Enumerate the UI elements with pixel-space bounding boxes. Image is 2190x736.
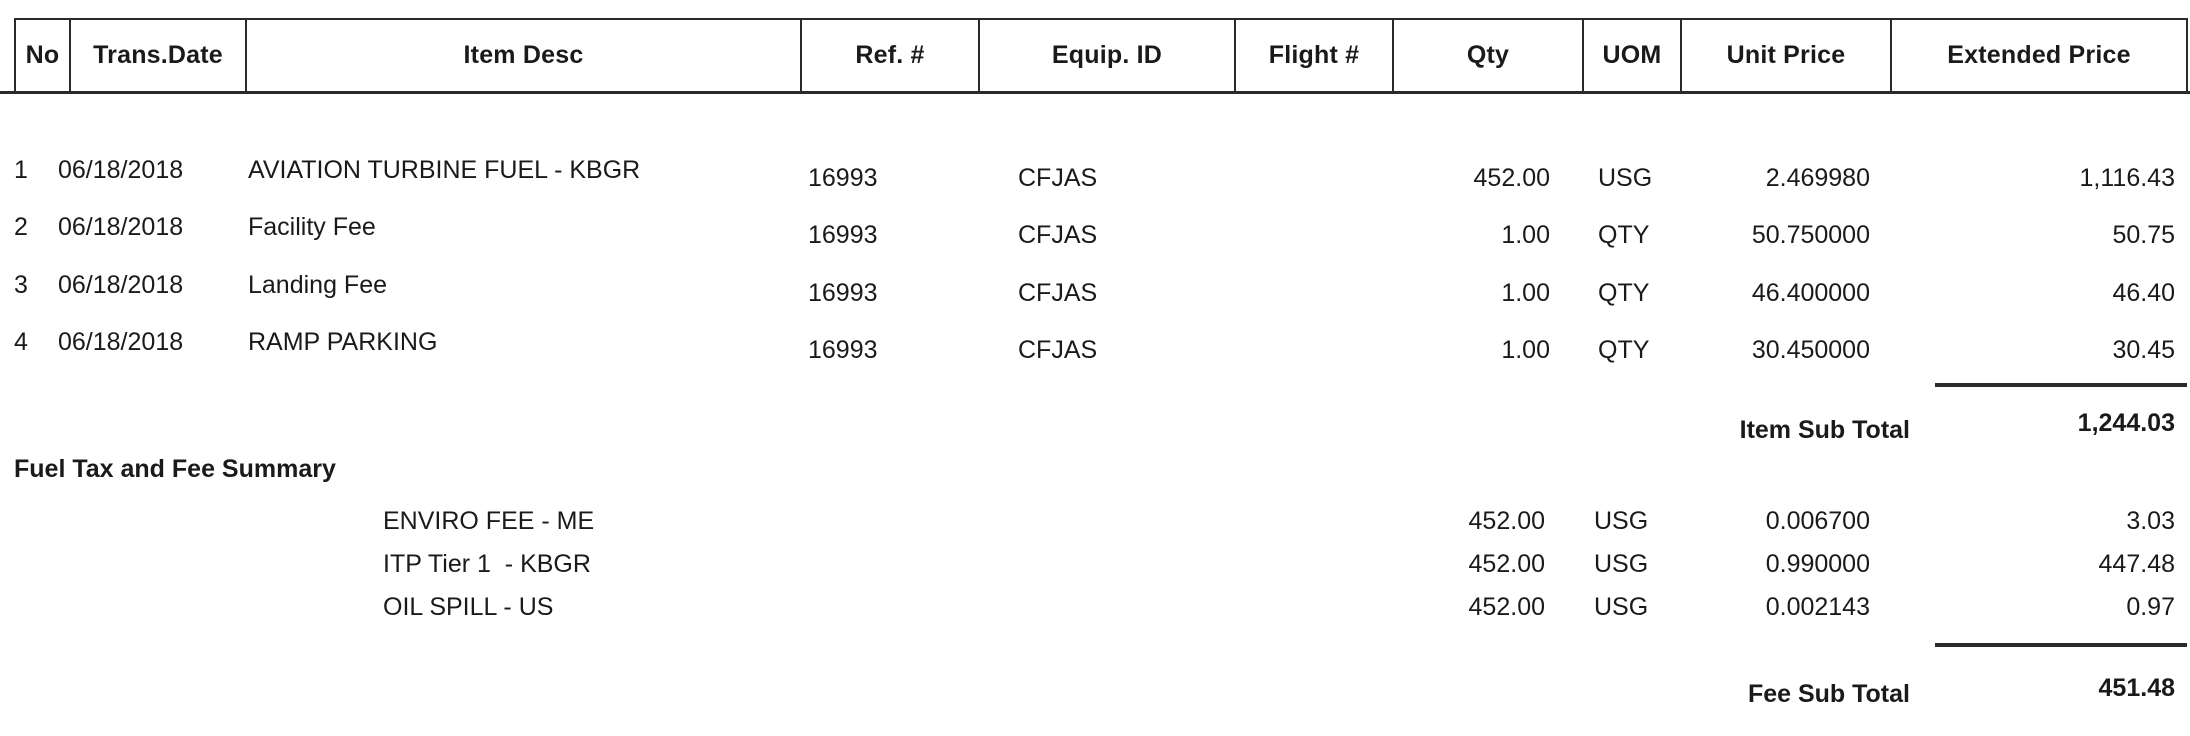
fee2-unit-price: 0.990000 <box>1765 550 1870 578</box>
row4-equip: CFJAS <box>1018 336 1098 364</box>
row3-desc: Landing Fee <box>248 271 388 299</box>
row3-unit-price: 46.400000 <box>1751 279 1870 307</box>
header-ref: Ref. # <box>800 18 980 93</box>
row3-extended-price: 46.40 <box>2112 279 2175 307</box>
fee3-uom: USG <box>1594 593 1649 621</box>
row4-unit-price: 30.450000 <box>1751 336 1870 364</box>
item-subtotal-label: Item Sub Total <box>1739 416 1910 444</box>
header-unit-price: Unit Price <box>1680 18 1892 93</box>
row1-no: 1 <box>14 156 28 184</box>
row2-no: 2 <box>14 213 28 241</box>
header-trans-date: Trans.Date <box>69 18 247 93</box>
fee1-unit-price: 0.006700 <box>1765 507 1870 535</box>
fee2-uom: USG <box>1594 550 1649 578</box>
row4-uom: QTY <box>1598 336 1650 364</box>
row3-date: 06/18/2018 <box>58 271 184 299</box>
row1-ref: 16993 <box>808 164 878 192</box>
fee3-desc: OIL SPILL - US <box>383 593 554 621</box>
header-item-desc: Item Desc <box>245 18 802 93</box>
row2-unit-price: 50.750000 <box>1751 221 1870 249</box>
header-underline <box>0 91 2190 94</box>
row3-qty: 1.00 <box>1501 279 1550 307</box>
row2-desc: Facility Fee <box>248 213 376 241</box>
header-flight: Flight # <box>1234 18 1394 93</box>
header-uom: UOM <box>1582 18 1682 93</box>
fee2-extended-price: 447.48 <box>2098 550 2175 578</box>
fee1-qty: 452.00 <box>1468 507 1545 535</box>
item-subtotal-value: 1,244.03 <box>2077 409 2175 437</box>
row4-extended-price: 30.45 <box>2112 336 2175 364</box>
header-no: No <box>14 18 71 93</box>
fee3-extended-price: 0.97 <box>2126 593 2175 621</box>
row2-ref: 16993 <box>808 221 878 249</box>
fee-subtotal-label: Fee Sub Total <box>1747 680 1910 708</box>
row4-no: 4 <box>14 328 28 356</box>
row1-desc: AVIATION TURBINE FUEL - KBGR <box>248 156 641 184</box>
row1-uom: USG <box>1598 164 1653 192</box>
row1-extended-price: 1,116.43 <box>2079 164 2175 192</box>
item-subtotal-rule <box>1935 383 2187 387</box>
row1-equip: CFJAS <box>1018 164 1098 192</box>
fee-summary-title: Fuel Tax and Fee Summary <box>14 455 336 483</box>
row1-date: 06/18/2018 <box>58 156 184 184</box>
header-extended-price: Extended Price <box>1890 18 2188 93</box>
row1-qty: 452.00 <box>1473 164 1550 192</box>
row2-date: 06/18/2018 <box>58 213 184 241</box>
row4-date: 06/18/2018 <box>58 328 184 356</box>
row2-equip: CFJAS <box>1018 221 1098 249</box>
row2-qty: 1.00 <box>1501 221 1550 249</box>
fee3-unit-price: 0.002143 <box>1765 593 1870 621</box>
fee1-desc: ENVIRO FEE - ME <box>383 507 595 535</box>
row4-desc: RAMP PARKING <box>248 328 438 356</box>
fee2-desc: ITP Tier 1 - KBGR <box>383 550 591 578</box>
row4-ref: 16993 <box>808 336 878 364</box>
row3-equip: CFJAS <box>1018 279 1098 307</box>
header-qty: Qty <box>1392 18 1584 93</box>
row2-extended-price: 50.75 <box>2112 221 2175 249</box>
fee2-qty: 452.00 <box>1468 550 1545 578</box>
row3-no: 3 <box>14 271 28 299</box>
row3-ref: 16993 <box>808 279 878 307</box>
header-equip-id: Equip. ID <box>978 18 1236 93</box>
row4-qty: 1.00 <box>1501 336 1550 364</box>
fee-subtotal-value: 451.48 <box>2098 674 2175 702</box>
fee3-qty: 452.00 <box>1468 593 1545 621</box>
row1-unit-price: 2.469980 <box>1765 164 1870 192</box>
fee1-extended-price: 3.03 <box>2126 507 2175 535</box>
fee-subtotal-rule <box>1935 643 2187 647</box>
fee1-uom: USG <box>1594 507 1649 535</box>
row2-uom: QTY <box>1598 221 1650 249</box>
row3-uom: QTY <box>1598 279 1650 307</box>
